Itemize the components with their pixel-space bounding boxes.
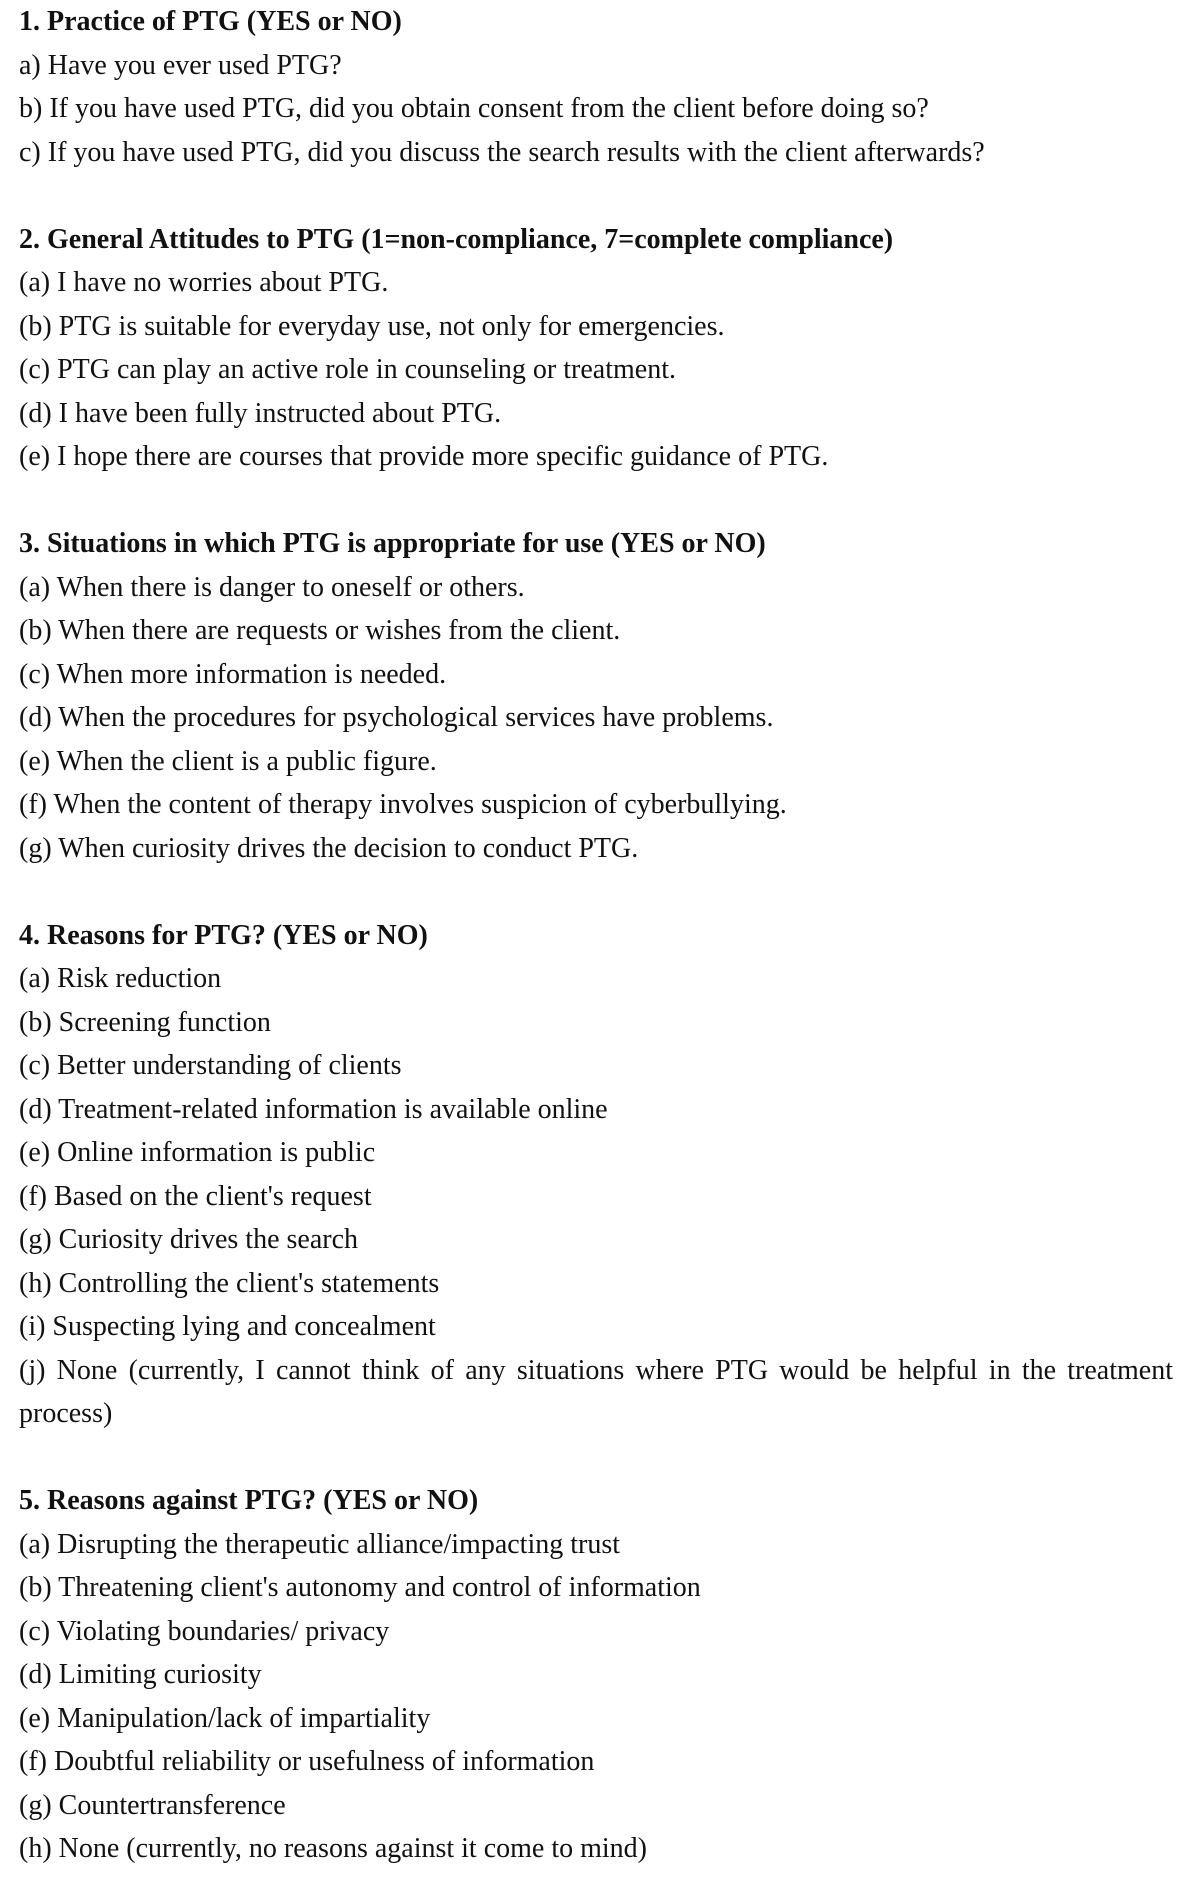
question-item: (g) When curiosity drives the decision to conduct PTG.: [19, 832, 639, 864]
section-heading: 1. Practice of PTG (YES or NO): [19, 6, 402, 37]
section-spacer: [19, 870, 1173, 914]
question-item: (c) When more information is needed.: [19, 658, 447, 690]
section-heading: 2. General Attitudes to PTG (1=non-compliance, 7=complete compliance): [19, 223, 894, 255]
question-item: (c) PTG can play an active role in counseling or treatment.: [19, 354, 676, 385]
question-item: (e) I hope there are courses that provide more specific guidance of PTG.: [19, 441, 829, 472]
question-item: c) If you have used PTG, did you discuss the search results with the client afterwards?: [19, 136, 985, 168]
question-item: (a) Risk reduction: [19, 963, 222, 994]
question-item: (d) When the procedures for psychological services have problems.: [19, 702, 774, 733]
question-item: (c) Better understanding of clients: [19, 1050, 402, 1081]
question-item: a) Have you ever used PTG?: [19, 49, 342, 81]
section-general-attitudes: [19, 218, 1173, 479]
question-item: (e) When the client is a public figure.: [19, 745, 437, 777]
section-heading: 5. Reasons against PTG? (YES or NO): [19, 1485, 479, 1516]
section-practice-of-ptg: [19, 0, 1173, 174]
question-item: b) If you have used PTG, did you obtain consent from the client before doing so?: [19, 93, 929, 124]
question-item: (f) When the content of therapy involves suspicion of cyberbullying.: [19, 789, 787, 820]
question-item: (h) Controlling the client's statements: [19, 1267, 440, 1299]
question-item: (f) Based on the client's request: [19, 1180, 372, 1212]
question-item: (f) Doubtful reliability or usefulness of information: [19, 1746, 595, 1777]
question-item: (b) Threatening client's autonomy and control of information: [19, 1572, 701, 1603]
section-spacer: [19, 1436, 1173, 1480]
question-item: (e) Online information is public: [19, 1137, 376, 1168]
question-item: (c) Violating boundaries/ privacy: [19, 1615, 390, 1647]
question-item: (d) Limiting curiosity: [19, 1659, 262, 1690]
question-item: (b) PTG is suitable for everyday use, not only for emergencies.: [19, 310, 725, 342]
question-item: (d) Treatment-related information is available online: [19, 1093, 608, 1125]
question-item: (a) I have no worries about PTG.: [19, 267, 389, 298]
question-item: (a) When there is danger to oneself or others.: [19, 571, 525, 603]
question-item: (h) None (currently, no reasons against it come to mind): [19, 1833, 648, 1864]
section-spacer: [19, 174, 1173, 218]
question-item: (g) Curiosity drives the search: [19, 1224, 359, 1255]
section-heading: 3. Situations in which PTG is appropriate for use (YES or NO): [19, 528, 766, 559]
question-item: (g) Countertransference: [19, 1789, 286, 1821]
section-reasons-against-ptg: [19, 1479, 1173, 1871]
question-item: (e) Manipulation/lack of impartiality: [19, 1702, 431, 1734]
section-spacer: [19, 479, 1173, 523]
question-item: (b) When there are requests or wishes from the client.: [19, 615, 621, 646]
question-item: (b) Screening function: [19, 1006, 271, 1038]
section-reasons-for-ptg: [19, 914, 1173, 1436]
question-item: (j) None (currently, I cannot think of any situations where PTG would be helpful in the treatment process): [19, 1354, 1173, 1429]
question-item: (a) Disrupting the therapeutic alliance/impacting trust: [19, 1528, 621, 1560]
section-heading: 4. Reasons for PTG? (YES or NO): [19, 919, 428, 951]
section-appropriate-situations: [19, 522, 1173, 870]
question-item: (i) Suspecting lying and concealment: [19, 1311, 436, 1342]
question-item: (d) I have been fully instructed about PTG.: [19, 397, 502, 429]
